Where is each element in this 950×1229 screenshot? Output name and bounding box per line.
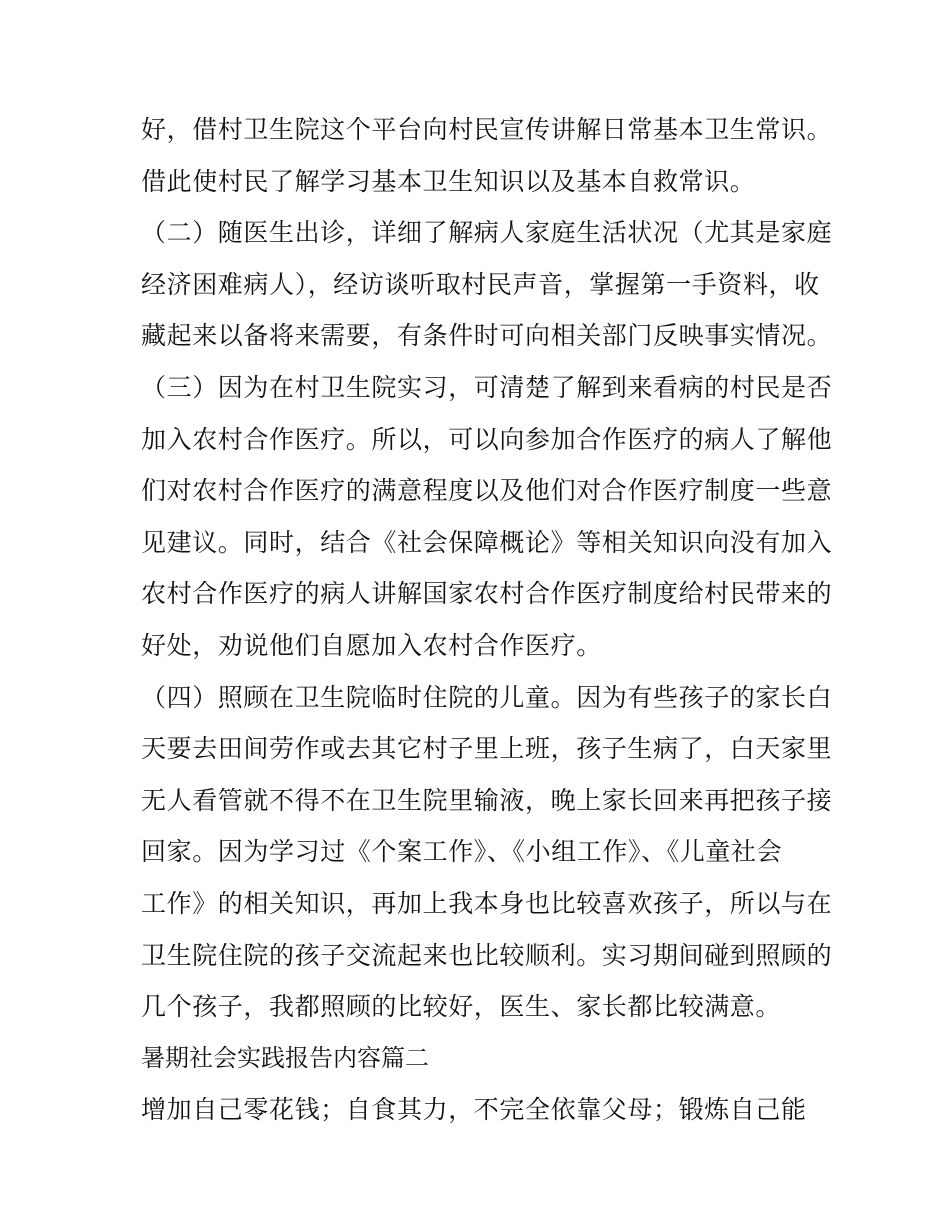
text-line: 好，借村卫生院这个平台向村民宣传讲解日常基本卫生常识。 [141,115,833,144]
text-line: 见建议。同时，结合《社会保障概论》等相关知识向没有加入 [141,527,833,557]
text-line: 增加自己零花钱；自食其力，不完全依靠父母；锻炼自己能 [141,1095,807,1125]
text-line: （四）照顾在卫生院临时住院的儿童。因为有些孩子的家长白 [141,682,833,712]
text-line: 藏起来以备将来需要，有条件时可向相关部门反映事实情况。 [141,321,833,351]
text-line: 加入农村合作医疗。所以，可以向参加合作医疗的病人了解他 [141,424,833,454]
text-line: 借此使村民了解学习基本卫生知识以及基本自救常识。 [141,166,756,196]
text-line: 工作》的相关知识，再加上我本身也比较喜欢孩子，所以与在 [141,888,833,918]
text-line: 农村合作医疗的病人讲解国家农村合作医疗制度给村民带来的 [141,579,833,609]
text-line: 几个孩子，我都照顾的比较好，医生、家长都比较满意。 [141,992,782,1022]
text-line: （二）随医生出诊，详细了解病人家庭生活状况（尤其是家庭 [141,218,833,248]
text-line: 经济困难病人），经访谈听取村民声音，掌握第一手资料，收 [141,269,820,299]
text-line: 天要去田间劳作或去其它村子里上班，孩子生病了，白天家里 [141,734,833,764]
text-line: （三）因为在村卫生院实习，可清楚了解到来看病的村民是否 [141,372,833,402]
text-line: 们对农村合作医疗的满意程度以及他们对合作医疗制度一些意 [141,476,833,506]
document-body [141,104,833,1136]
text-line: 无人看管就不得不在卫生院里输液，晚上家长回来再把孩子接 [141,785,833,815]
text-line: 好处，劝说他们自愿加入农村合作医疗。 [141,630,602,660]
section-heading: 暑期社会实践报告内容篇二 [141,1043,429,1072]
text-line: 回家。因为学习过《个案工作》、《小组工作》、《儿童社会 [141,837,783,867]
text-line: 卫生院住院的孩子交流起来也比较顺利。实习期间碰到照顾的 [141,940,833,970]
